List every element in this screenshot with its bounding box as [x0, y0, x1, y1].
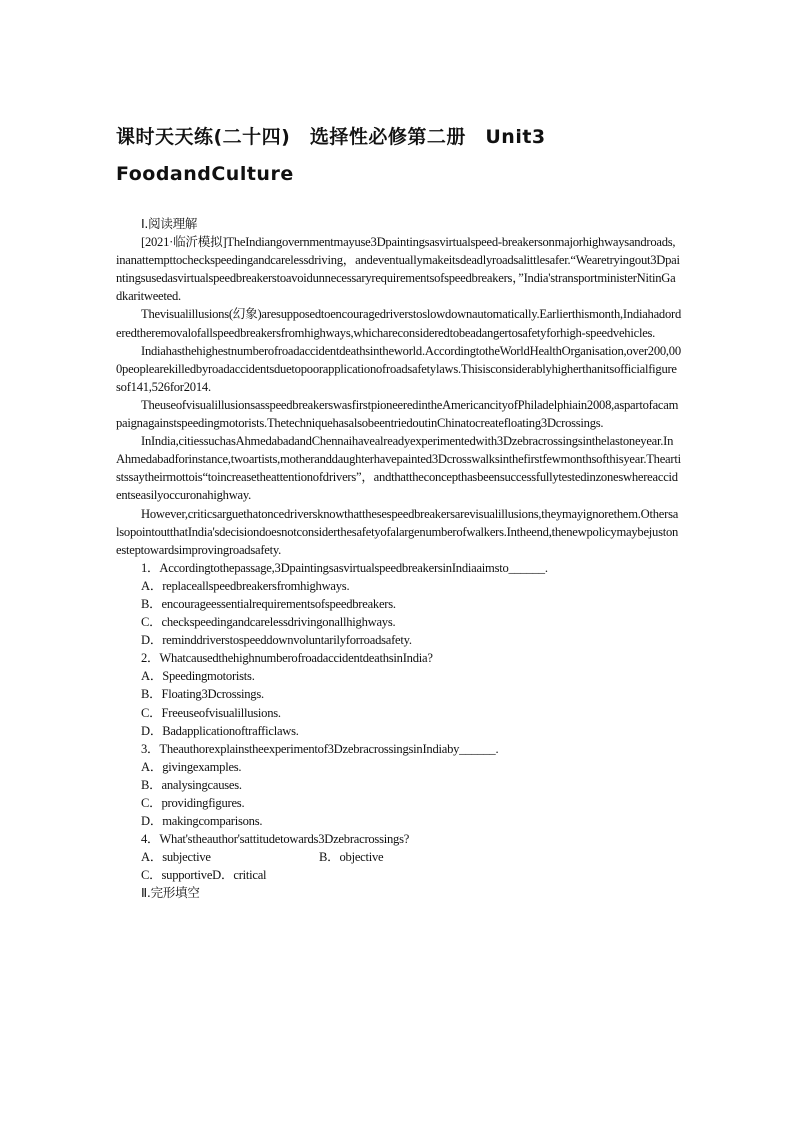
question-1-option-a: A．replaceallspeedbreakersfromhighways. [141, 578, 350, 593]
question-1-option-d: D．reminddriverstospeeddownvoluntarilyforroadsafety. [141, 633, 412, 648]
question-2-option-c: C．Freeuseofvisualillusions. [141, 705, 281, 720]
question-4-options-ab [141, 848, 681, 866]
passage-paragraph-4: TheuseofvisualillusionsasspeedbreakerswasfirstpioneeredintheAmericancityofPhiladelphiain2008,aspartofacampaignagainstspeedingmotorists.ThetechniquehasalsobeentriedoutinChinatocreatefloating3Dcrossings. [116, 397, 679, 431]
section-heading-cloze: Ⅱ.完形填空 [141, 885, 200, 901]
passage-paragraph-2: Thevisualillusions(幻象)aresupposedtoencouragedriverstoslowdownautomatically.Earlierthismonth,Indiahadorderedtheremovalofallspeedbreakersfromhighways,whichareconsideredtobeadangertosafetyforhigh-speedvehicles. [116, 307, 682, 340]
question-2-option-d: D．Badapplicationoftrafficlaws. [141, 723, 299, 738]
question-4: 4．What'stheauthor'sattitudetowards3Dzebracrossings? [141, 832, 410, 847]
passage-paragraph-1: inanattempttocheckspeedingandcarelessdriving，andeventuallymakeitsdeadlyroadsalittlesafer.“Wearetryingout3Dpaintingsusedasvirtualspeedbreakerstoavoidunnecessaryrequirementsofspeedbreakers，”India'stransportministerNitinGadkaritweeted. [116, 253, 680, 304]
document-body [116, 215, 681, 903]
question-2-option-b: B．Floating3Dcrossings. [141, 687, 264, 702]
question-2-option-a: A．Speedingmotorists. [141, 669, 255, 684]
question-3: 3．Theauthorexplainstheexperimentof3DzebracrossingsinIndiaby______. [141, 741, 499, 756]
page-subtitle: FoodandCulture [116, 163, 294, 185]
question-4-option-b: B．objective [319, 850, 384, 865]
question-4-options-cd: C．supportiveD．critical [141, 868, 267, 883]
question-3-option-a: A．givingexamples. [141, 759, 242, 774]
question-1: 1．Accordingtothepassage,3DpaintingsasvirtualspeedbreakersinIndiaaimsto______. [141, 560, 548, 575]
question-3-option-c: C．providingfigures. [141, 796, 245, 810]
page-title: 课时天天练(二十四) 选择性必修第二册 Unit3 [116, 126, 546, 148]
section-heading-reading: Ⅰ.阅读理解 [141, 216, 198, 231]
question-3-option-b: B．analysingcauses. [141, 777, 242, 792]
passage-paragraph-1-head: [2021·临沂模拟]TheIndiangovernmentmayuse3Dpaintingsasvirtualspeed-breakersonmajorhighwaysandroads, [141, 235, 676, 250]
question-4-option-a: A．subjective [141, 850, 211, 865]
passage-paragraph-6: However,criticsarguethatoncedriversknowthatthesespeedbreakersarevisualillusions,theymayignorethem.OthersalsopointoutthatIndia'sdecisiondoesnotconsiderthesafetyofalargenumberofwalkers.Intheend,thenewpolicymaybejustonesteptowardsimprovingroadsafety. [116, 506, 679, 557]
question-3-option-d: D．makingcomparisons. [141, 814, 263, 829]
question-2: 2．WhatcausedthehighnumberofroadaccidentdeathsinIndia? [141, 651, 433, 666]
question-1-option-c: C．checkspeedingandcarelessdrivingonallhighways. [141, 615, 396, 630]
passage-paragraph-5: InIndia,citiessuchasAhmedabadandChennaihavealreadyexperimentedwith3Dzebracrossingsinthelastoneyear.InAhmedabadforinstance,twoartists,motheranddaughterhavepainted3Dcrosswalksinthefirstfewmonthsofthisyear.Theartistssaytheirmottois“toincreasetheattentionofdrivers”，andthattheconcepthasbeensuccessfullytestedinzoneswhereaccidentseasilyoccuronahighway. [116, 434, 681, 503]
passage-paragraph-3: Indiahasthehighestnumberofroadaccidentdeathsintheworld.AccordingtotheWorldHealthOrganisation,over200,000peoplearekilledbyroadaccidentsduetopoorapplicationofroadsafetylaws.Thisisconsiderablyhigherthanitsofficialfiguresof141,526for2014. [116, 343, 681, 394]
question-1-option-b: B．encourageessentialrequirementsofspeedbreakers. [141, 596, 396, 611]
